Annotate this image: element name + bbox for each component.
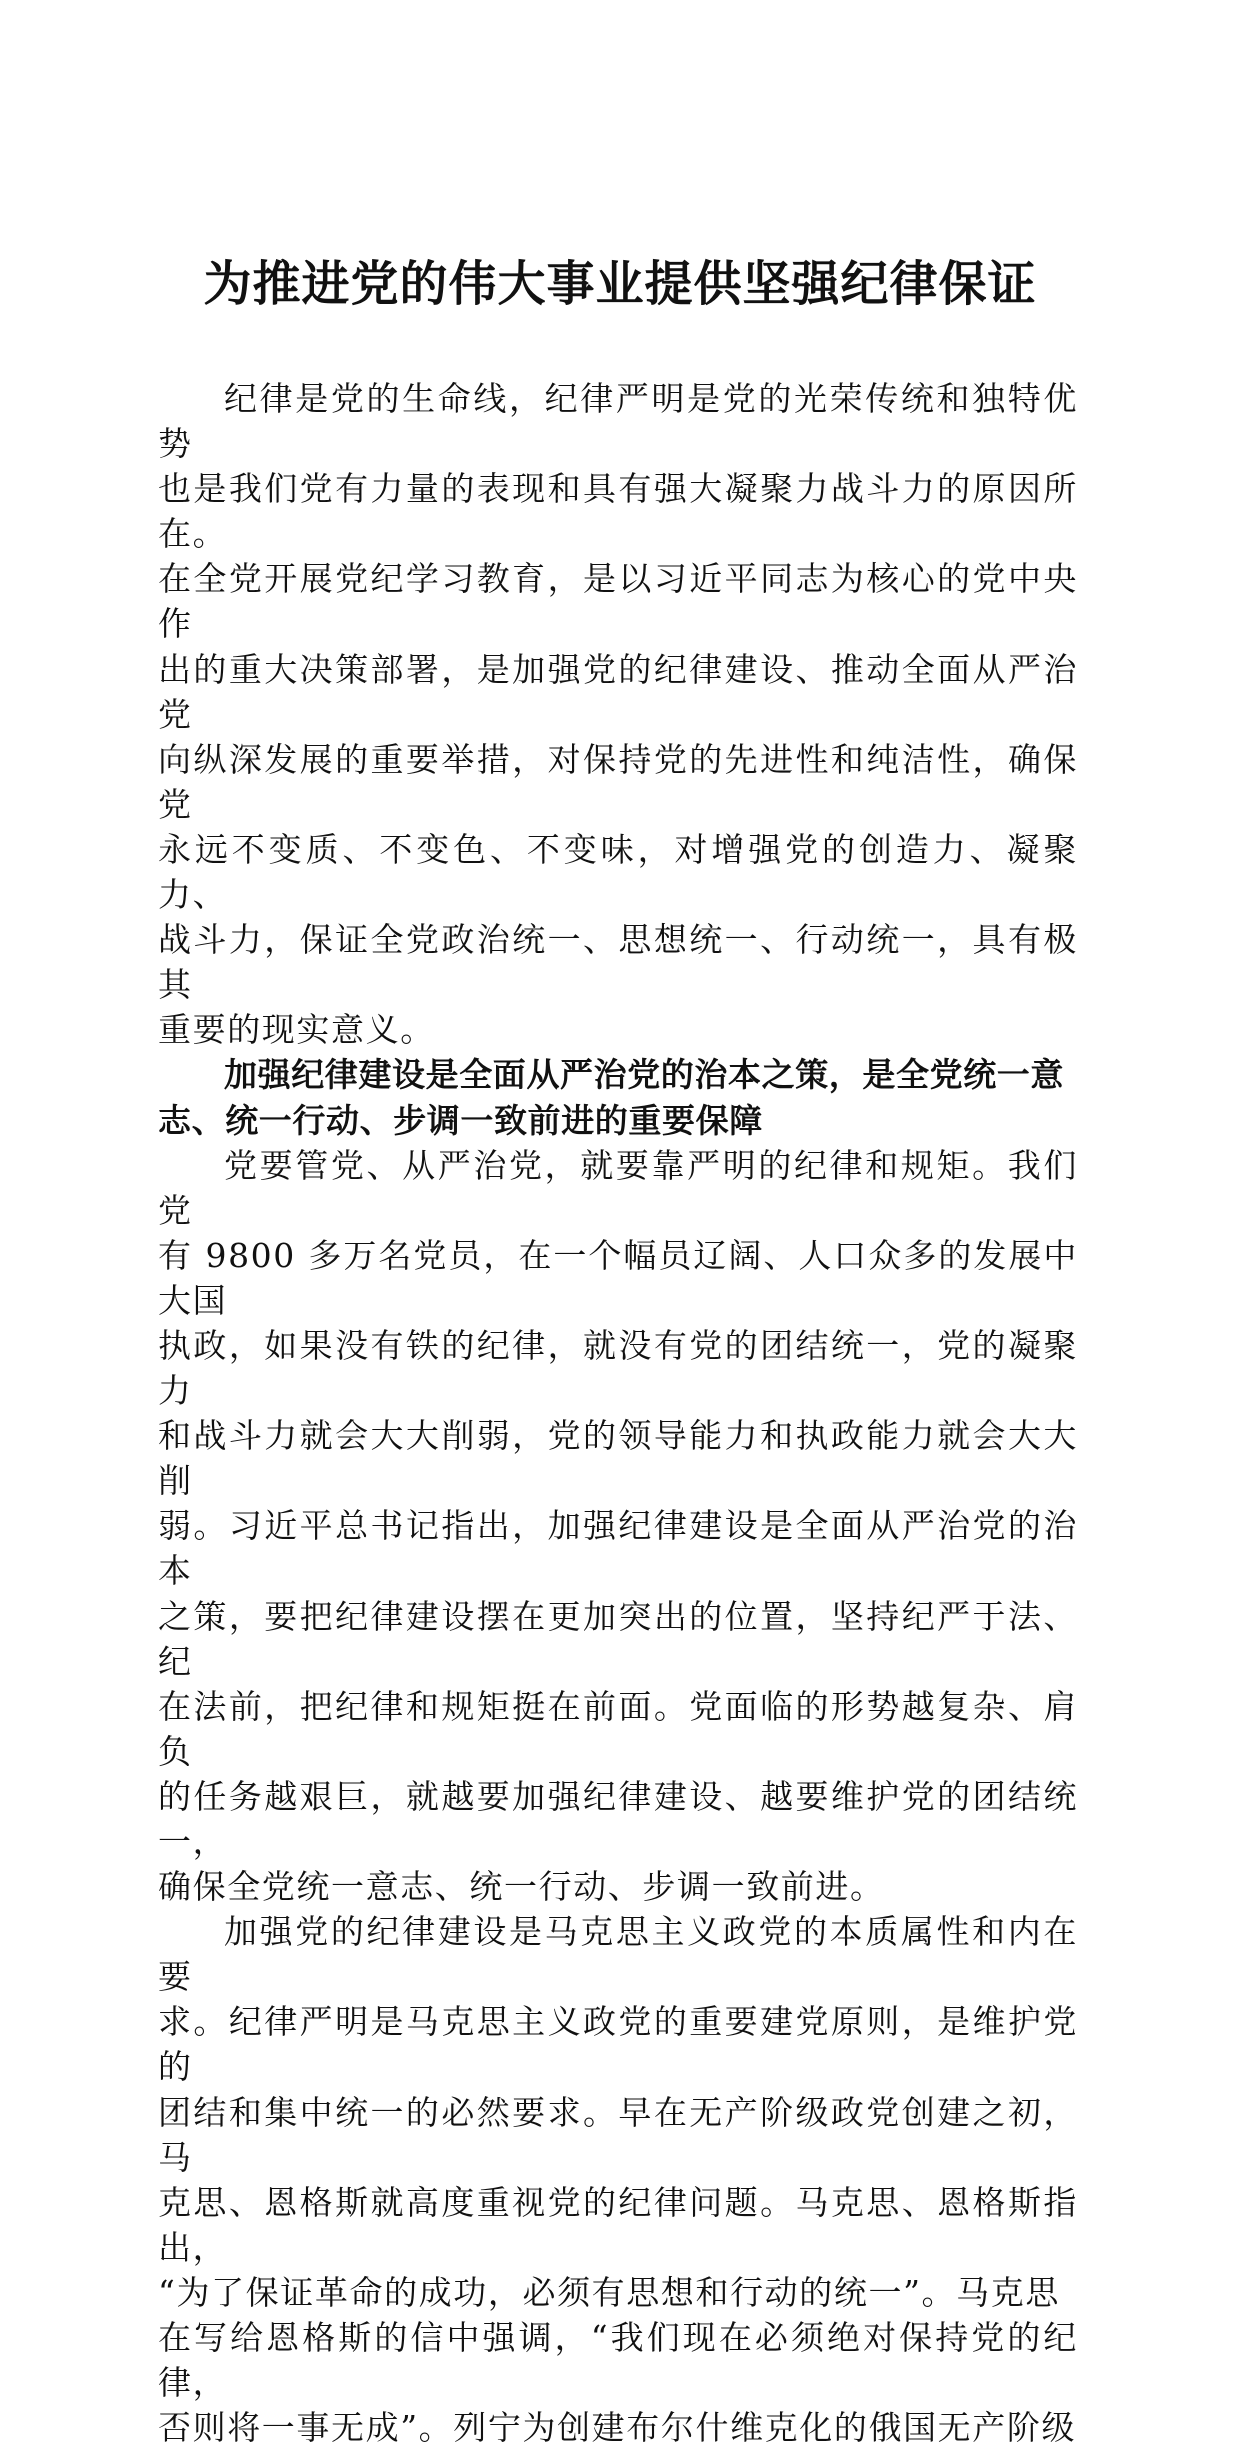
paragraph-discipline-party: 党要管党、从严治党，就要靠严明的纪律和规矩。我们党 有 9800 多万名党员，在一个幅员辽阔、人口众多的发展中大国 执政，如果没有铁的纪律，就没有党的团结统一，党的凝聚力 和战斗力就会大大削弱，党的领导能力和执政能力就会大大削 弱。习近平总书记指出，加强纪律建设是全面从严治党的治本 之策，要把纪律建设摆在更加突出的位置，坚持纪严于法、纪 在法前，把纪律和规矩挺在前面。党面临的形势越复杂、肩负 的任务越艰巨，就越要加强纪律建设、越要维护党的团结统一， 确保全党统一意志、统一行动、步调一致前进。 [158, 1145, 1078, 1907]
paragraph-marxist-party: 加强党的纪律建设是马克思主义政党的本质属性和内在要 求。纪律严明是马克思主义政党的重要建党原则，是维护党的 团结和集中统一的必然要求。早在无产阶级政党创建之初，马 克思、恩格斯就高度重视党的纪律问题。马克思、恩格斯指出， “为了保证革命的成功，必须有思想和行动的统一”。马克思 在写给恩格斯的信中强调，“我们现在必须绝对保持党的纪律， 否则将一事无成”。列宁为创建布尔什维克化的俄国无产阶级 [158, 1912, 1078, 2448]
paragraph-intro: 纪律是党的生命线，纪律严明是党的光荣传统和独特优势 也是我们党有力量的表现和具有强大凝聚力战斗力的原因所在。 在全党开展党纪学习教育，是以习近平同志为核心的党中央作 出的重大决策部署，是加强党的纪律建设、推动全面从严治党 向纵深发展的重要举措，对保持党的先进性和纯洁性，确保党 永远不变质、不变色、不变味，对增强党的创造力、凝聚力、 战斗力，保证全党政治统一、思想统一、行动统一，具有极其 重要的现实意义。 [158, 379, 1078, 1050]
section-heading: 加强纪律建设是全面从严治党的治本之策，是全党统一意 志、统一行动、步调一致前进的重要保障 [158, 1055, 1064, 1140]
document-body [158, 376, 1078, 2450]
document-title: 为推进党的伟大事业提供坚强纪律保证 [203, 256, 1037, 312]
